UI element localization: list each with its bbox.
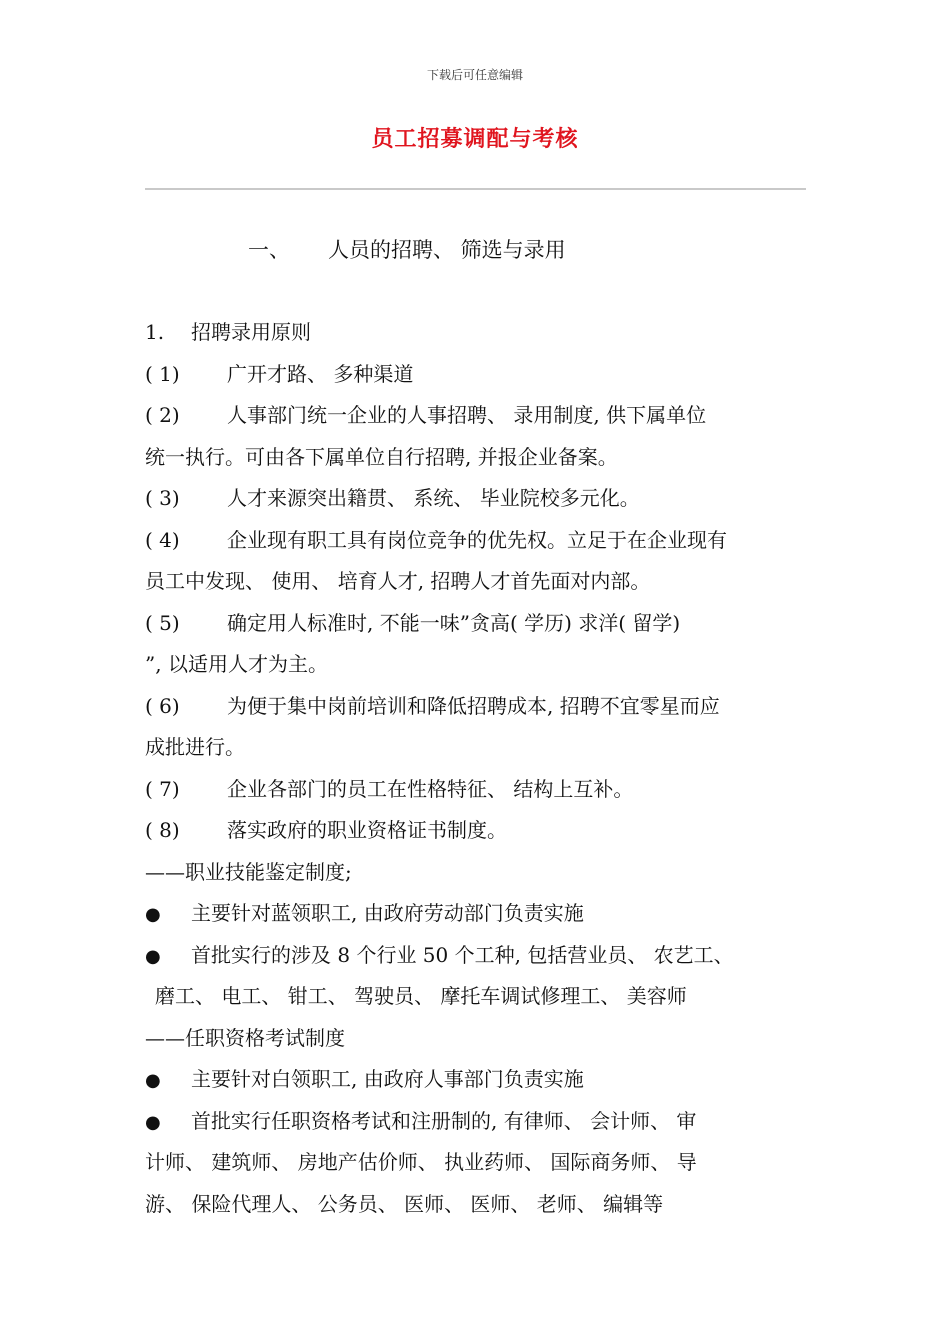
item-label: ( 6) xyxy=(145,693,180,718)
item-label: ( 1) xyxy=(145,361,180,386)
bullet-dot-icon: ● xyxy=(145,945,161,967)
bullet-item xyxy=(145,1059,810,1101)
list-item xyxy=(145,603,810,645)
item-text: 广开才路、 多种渠道 xyxy=(227,361,414,386)
item-text: 企业各部门的员工在性格特征、 结构上互补。 xyxy=(227,776,634,801)
system-heading: ——任职资格考试制度 xyxy=(145,1025,345,1050)
item-label: ( 4) xyxy=(145,527,180,552)
bullet-continuation xyxy=(145,1142,810,1184)
item-text: ”, 以适用人才为主。 xyxy=(145,652,328,676)
bullet-continuation xyxy=(145,976,810,1018)
title-divider xyxy=(145,188,806,190)
section-title: 人员的招聘、 筛选与录用 xyxy=(328,238,566,262)
bullet-text: 主要针对蓝领职工, 由政府劳动部门负责实施 xyxy=(191,901,584,925)
item-text: 确定用人标准时, 不能一味”贪高( 学历) 求洋( 留学) xyxy=(227,610,681,635)
list-item-continuation xyxy=(145,644,810,686)
subsection-title: 招聘录用原则 xyxy=(191,320,311,344)
section-heading xyxy=(248,234,566,264)
list-item-continuation xyxy=(145,437,810,479)
item-text: 员工中发现、 使用、 培育人才, 招聘人才首先面对内部。 xyxy=(145,569,651,593)
item-text: 成批进行。 xyxy=(145,735,245,759)
item-label: ( 3) xyxy=(145,486,180,510)
bullet-item xyxy=(145,1101,810,1143)
subsection-heading xyxy=(145,312,810,354)
bullet-dot-icon: ● xyxy=(145,1111,161,1133)
document-body xyxy=(145,312,810,1225)
list-item xyxy=(145,810,810,852)
bullet-text: 主要针对白领职工, 由政府人事部门负责实施 xyxy=(191,1067,584,1091)
item-text: 落实政府的职业资格证书制度。 xyxy=(227,818,507,842)
bullet-item xyxy=(145,935,810,977)
subsection-number: 1. xyxy=(145,320,165,344)
document-title: 员工招募调配与考核 xyxy=(371,126,579,152)
list-item xyxy=(145,686,810,728)
bullet-text: 首批实行的涉及 8 个行业 50 个工种, 包括营业员、 农艺工、 xyxy=(191,942,734,967)
item-label: ( 7) xyxy=(145,776,180,801)
list-item-continuation xyxy=(145,561,810,603)
bullet-dot-icon: ● xyxy=(145,904,161,925)
item-text: 统一执行。可由各下属单位自行招聘, 并报企业备案。 xyxy=(145,444,618,469)
list-item-continuation xyxy=(145,727,810,769)
item-text: 人才来源突出籍贯、 系统、 毕业院校多元化。 xyxy=(227,486,640,510)
item-text: 企业现有职工具有岗位竞争的优先权。立足于在企业现有 xyxy=(227,527,727,552)
item-label: ( 8) xyxy=(145,818,180,842)
bullet-dot-icon: ● xyxy=(145,1070,161,1091)
watermark-text: 下载后可任意编辑 xyxy=(426,68,523,82)
list-item xyxy=(145,354,810,396)
bullet-text: 首批实行任职资格考试和注册制的, 有律师、 会计师、 审 xyxy=(191,1108,697,1133)
item-text: 为便于集中岗前培训和降低招聘成本, 招聘不宜零星而应 xyxy=(227,693,720,718)
section-number: 一、 xyxy=(248,238,290,262)
bullet-item xyxy=(145,893,810,935)
bullet-continuation xyxy=(145,1184,810,1226)
list-item xyxy=(145,478,810,520)
bullet-text: 计师、 建筑师、 房地产估价师、 执业药师、 国际商务师、 导 xyxy=(145,1150,697,1174)
bullet-text: 磨工、 电工、 钳工、 驾驶员、 摩托车调试修理工、 美容师 xyxy=(155,984,687,1008)
list-item xyxy=(145,520,810,562)
bullet-text: 游、 保险代理人、 公务员、 医师、 医师、 老师、 编辑等 xyxy=(145,1191,664,1216)
list-item xyxy=(145,769,810,811)
item-label: ( 2) xyxy=(145,403,180,427)
list-item xyxy=(145,395,810,437)
system-heading: ——职业技能鉴定制度; xyxy=(145,859,352,884)
item-label: ( 5) xyxy=(145,610,180,635)
item-text: 人事部门统一企业的人事招聘、 录用制度, 供下属单位 xyxy=(227,403,707,427)
